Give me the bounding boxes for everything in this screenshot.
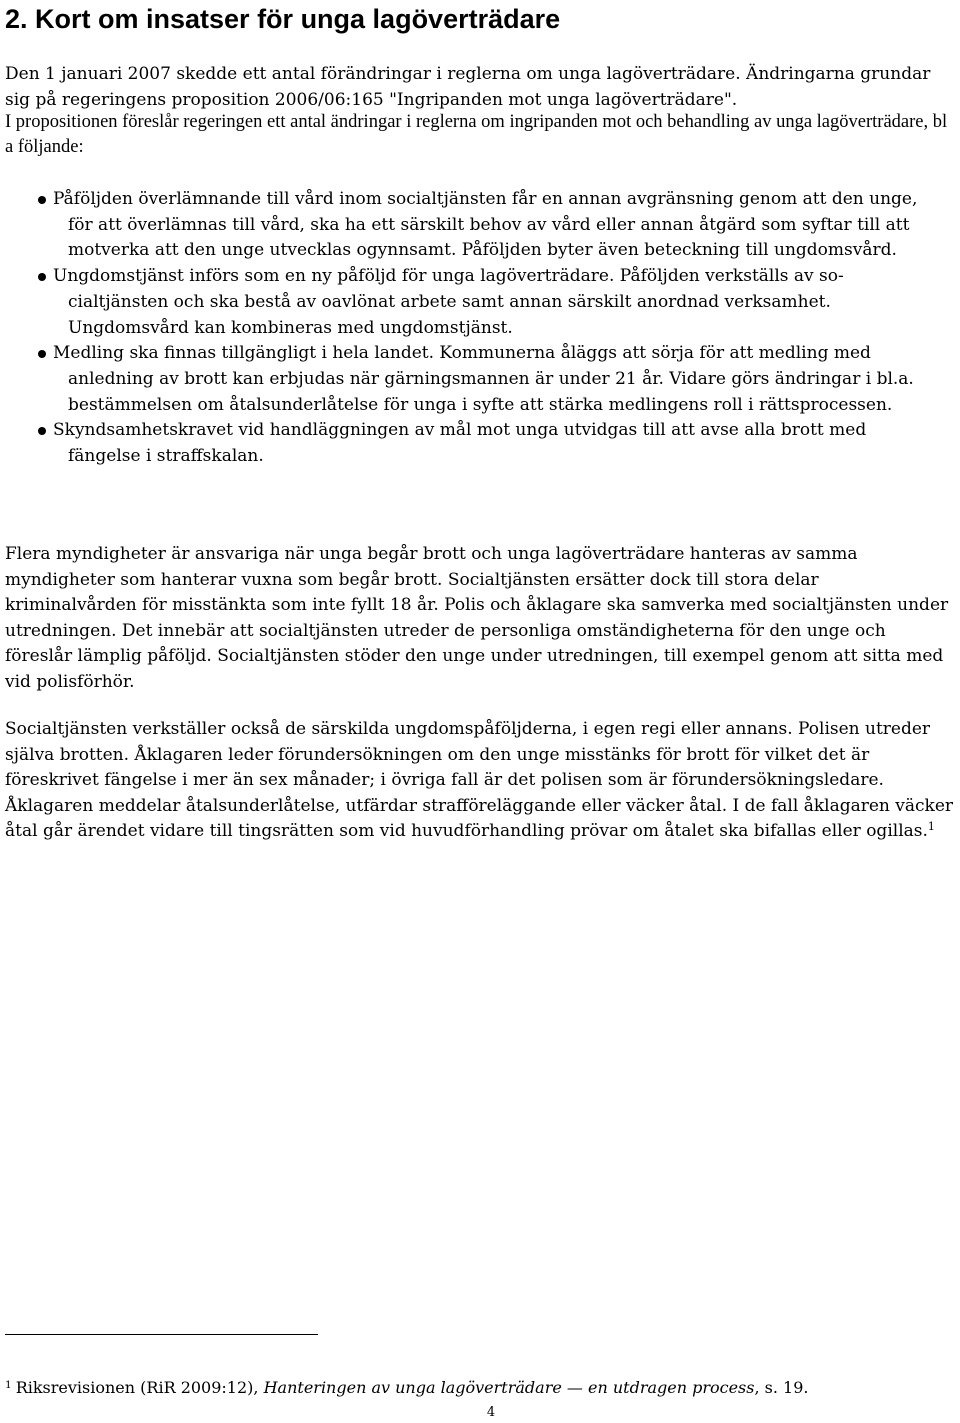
body-paragraph-1: Flera myndigheter är ansvariga när unga begår brott och unga lagöverträdare hanteras av samma myndigheter som hanterar vuxna som begår brott. Socialtjänsten ersätter dock till stora delar kriminalvården för misstänkta som inte fyllt 18 år. Polis och åklagare ska samverka med socialtjänsten under utredningen. Det innebär att socialtjänsten utreder de personliga omständigheterna för den unge och föreslår lämplig påföljd. Socialtjänsten stöder den unge under utredningen, till exempel genom att sitta med vid polisförhör. bbox=[5, 544, 949, 692]
bullet-icon bbox=[38, 350, 46, 358]
footnote-divider bbox=[5, 1334, 318, 1335]
bullet-text-rest: cialtjänsten och ska bestå av oavlönat arbete samt annan särskilt anordnad verksamhet. Ungdomsvård kan kombineras med ungdomstjänst. bbox=[68, 291, 831, 338]
bullet-item bbox=[0, 264, 942, 341]
bullet-text-rest: den unge, för att överlämnas till vård, ska ha ett särskilt behov av vård eller annan åtgärd som syftar till att motverka att den unge utvecklas ogynnsamt. Påföljden byter även beteckning till ungdomsvård. bbox=[68, 189, 918, 261]
footnote-source: Riksrevisionen (RiR 2009:12), bbox=[15, 1378, 259, 1397]
footnote-marker: 1 bbox=[5, 1379, 12, 1391]
page-number: 4 bbox=[486, 1405, 496, 1420]
footnote-title: Hanteringen av unga lagöverträdare — en utdragen process bbox=[263, 1378, 755, 1397]
body-paragraph-2-text: Socialtjänsten verkställer också de särskilda ungdomspåföljderna, i egen regi eller annans. Polisen utreder själva brotten. Åklagaren leder förundersökningen om den unge misstänks för brott för vilket det är föreskrivet fängelse i mer än sex månader; i övriga fall är det polisen som är förundersökningsledare. Åklagaren meddelar åtalsunderlåtelse, utfärdar strafföreläggande eller väcker åtal. I de fall åklagaren väcker åtal går ärendet vidare till tingsrätten som vid huvudförhandling prövar om åtalet ska bifallas eller ogillas. bbox=[5, 719, 954, 841]
bullet-item bbox=[0, 187, 942, 264]
body-paragraph-2 bbox=[5, 717, 955, 845]
bullet-icon bbox=[38, 427, 46, 435]
footnote-page: , s. 19. bbox=[754, 1378, 809, 1397]
bullet-item bbox=[0, 341, 942, 418]
bullet-text-first: Påföljden överlämnande till vård inom socialtjänsten får en annan avgränsning genom att bbox=[53, 189, 827, 209]
footnote bbox=[5, 1376, 955, 1400]
footnote-reference[interactable]: 1 bbox=[927, 820, 935, 833]
bullet-icon bbox=[38, 196, 46, 204]
bullet-text-first: Ungdomstjänst införs som en ny påföljd för unga lagöverträdare. Påföljden verkställs av so- bbox=[53, 266, 844, 287]
bullet-text-rest: med fängelse i straffskalan. bbox=[68, 420, 867, 467]
bullet-text-first: Skyndsamhetskravet vid handläggningen av mål mot unga utvidgas till att avse alla brott bbox=[53, 420, 824, 441]
bullet-text-first: Medling ska finnas tillgängligt i hela landet. Kommunerna åläggs att sörja för att medling bbox=[53, 343, 829, 364]
section-heading: 2. Kort om insatser för unga lagöverträdare bbox=[5, 4, 561, 34]
bullet-icon bbox=[38, 273, 46, 281]
bullet-text-rest: med anledning av brott kan erbjudas när gärningsmannen är under 21 år. Vidare görs ändringar i bl.a. bestämmelsen om åtalsunderlåtelse för unga i syfte att stärka medlingens roll i rättsprocessen. bbox=[68, 343, 914, 415]
bullet-item bbox=[0, 418, 942, 469]
intro-paragraph-1: Den 1 januari 2007 skedde ett antal förändringar i reglerna om unga lagöverträdare. Ändringarna grundar sig på regeringens proposition 2006/06:165 "Ingripanden mot unga lagöverträdare". bbox=[5, 64, 931, 110]
proposal-bullet-list bbox=[0, 187, 960, 470]
intro-paragraph-2: I propositionen föreslår regeringen ett antal ändringar i reglerna om ingripanden mot och behandling av unga lagöverträdare, bl a följande: bbox=[5, 112, 948, 157]
